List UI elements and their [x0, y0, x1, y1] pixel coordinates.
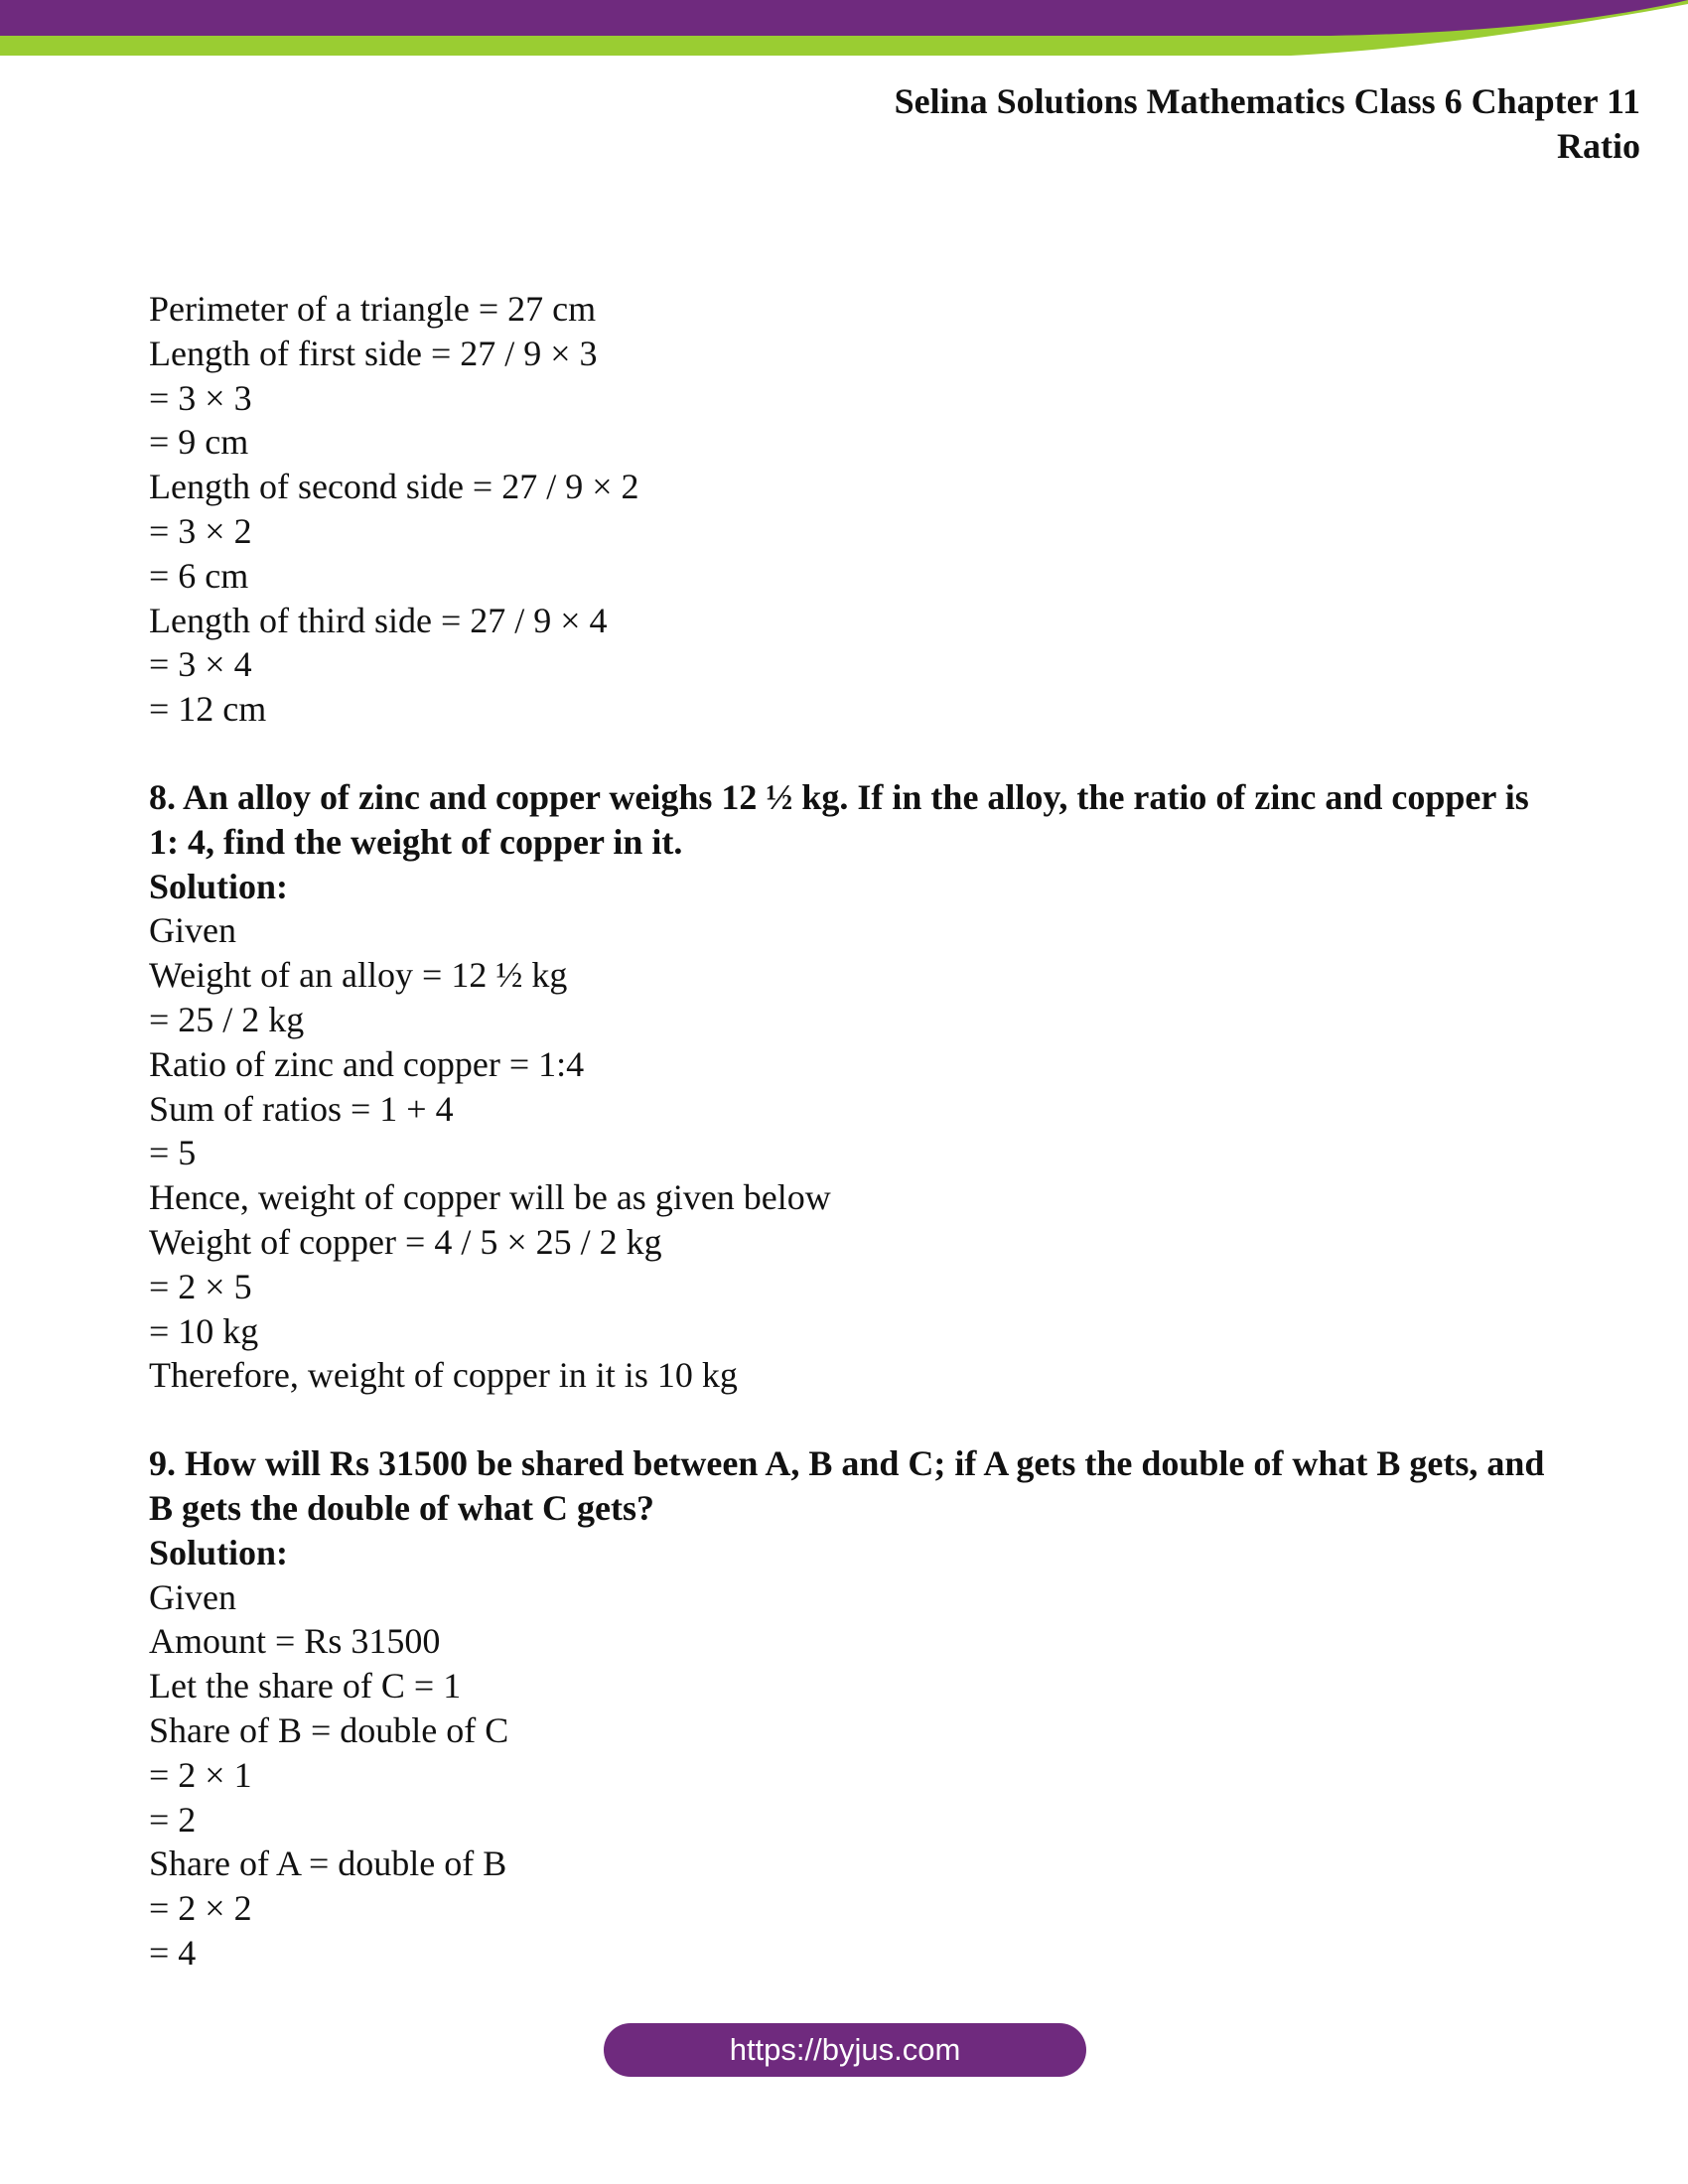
header-subtitle: Ratio — [1557, 126, 1640, 166]
text-line: = 3 × 3 — [149, 377, 252, 418]
text-line: = 10 kg — [149, 1310, 259, 1351]
text-line: Given — [149, 1576, 236, 1617]
text-line: Amount = Rs 31500 — [149, 1621, 441, 1662]
text-line: Perimeter of a triangle = 27 cm — [149, 289, 597, 329]
text-line: Let the share of C = 1 — [149, 1666, 462, 1706]
page-header — [895, 79, 1640, 169]
text-line: Length of second side = 27 / 9 × 2 — [149, 467, 639, 507]
solution-label: Solution: — [149, 866, 289, 906]
header-stripe-graphic — [0, 0, 1688, 60]
text-line: Therefore, weight of copper in it is 10 kg — [149, 1355, 738, 1396]
text-line: = 3 × 2 — [149, 510, 252, 551]
text-line: = 2 × 2 — [149, 1888, 252, 1929]
text-line: Ratio of zinc and copper = 1:4 — [149, 1043, 585, 1084]
text-line: Given — [149, 910, 236, 951]
text-line: = 2 × 1 — [149, 1754, 252, 1795]
text-line: Weight of copper = 4 / 5 × 25 / 2 kg — [149, 1221, 662, 1262]
text-line: = 25 / 2 kg — [149, 999, 305, 1039]
continuation-block — [149, 287, 1559, 732]
text-line: Share of A = double of B — [149, 1843, 507, 1884]
question-8-text: 8. An alloy of zinc and copper weighs 12 ½ kg. If in the alloy, the ratio of zinc and copper is 1: 4, find the weight of copper in it. — [149, 776, 1529, 862]
text-line: Hence, weight of copper will be as given below — [149, 1177, 831, 1218]
header-title: Selina Solutions Mathematics Class 6 Chapter 11 — [894, 81, 1640, 121]
top-decorative-band — [0, 0, 1688, 60]
text-line: = 2 — [149, 1799, 197, 1840]
text-line: = 3 × 4 — [149, 644, 252, 685]
purple-stripe — [0, 0, 1688, 36]
page-content — [149, 287, 1559, 1976]
text-line: = 12 cm — [149, 689, 267, 730]
text-line: = 2 × 5 — [149, 1266, 252, 1306]
question-9-block — [149, 1441, 1559, 1976]
text-line: = 6 cm — [149, 555, 249, 596]
question-9-text: 9. How will Rs 31500 be shared between A, B and C; if A gets the double of what B gets, and B gets the double of what C gets? — [149, 1443, 1545, 1528]
question-8-block — [149, 775, 1559, 1398]
spacer — [149, 1398, 1559, 1441]
spacer — [149, 732, 1559, 775]
solution-label: Solution: — [149, 1532, 289, 1572]
text-line: = 5 — [149, 1133, 197, 1173]
text-line: Sum of ratios = 1 + 4 — [149, 1088, 454, 1129]
text-line: Length of third side = 27 / 9 × 4 — [149, 600, 608, 640]
footer-url-link[interactable]: https://byjus.com — [729, 2032, 961, 2067]
text-line: = 4 — [149, 1932, 197, 1973]
text-line: Weight of an alloy = 12 ½ kg — [149, 955, 568, 996]
footer-link-pill[interactable] — [604, 2023, 1086, 2077]
text-line: Length of first side = 27 / 9 × 3 — [149, 333, 598, 373]
text-line: Share of B = double of C — [149, 1709, 509, 1750]
text-line: = 9 cm — [149, 422, 249, 463]
